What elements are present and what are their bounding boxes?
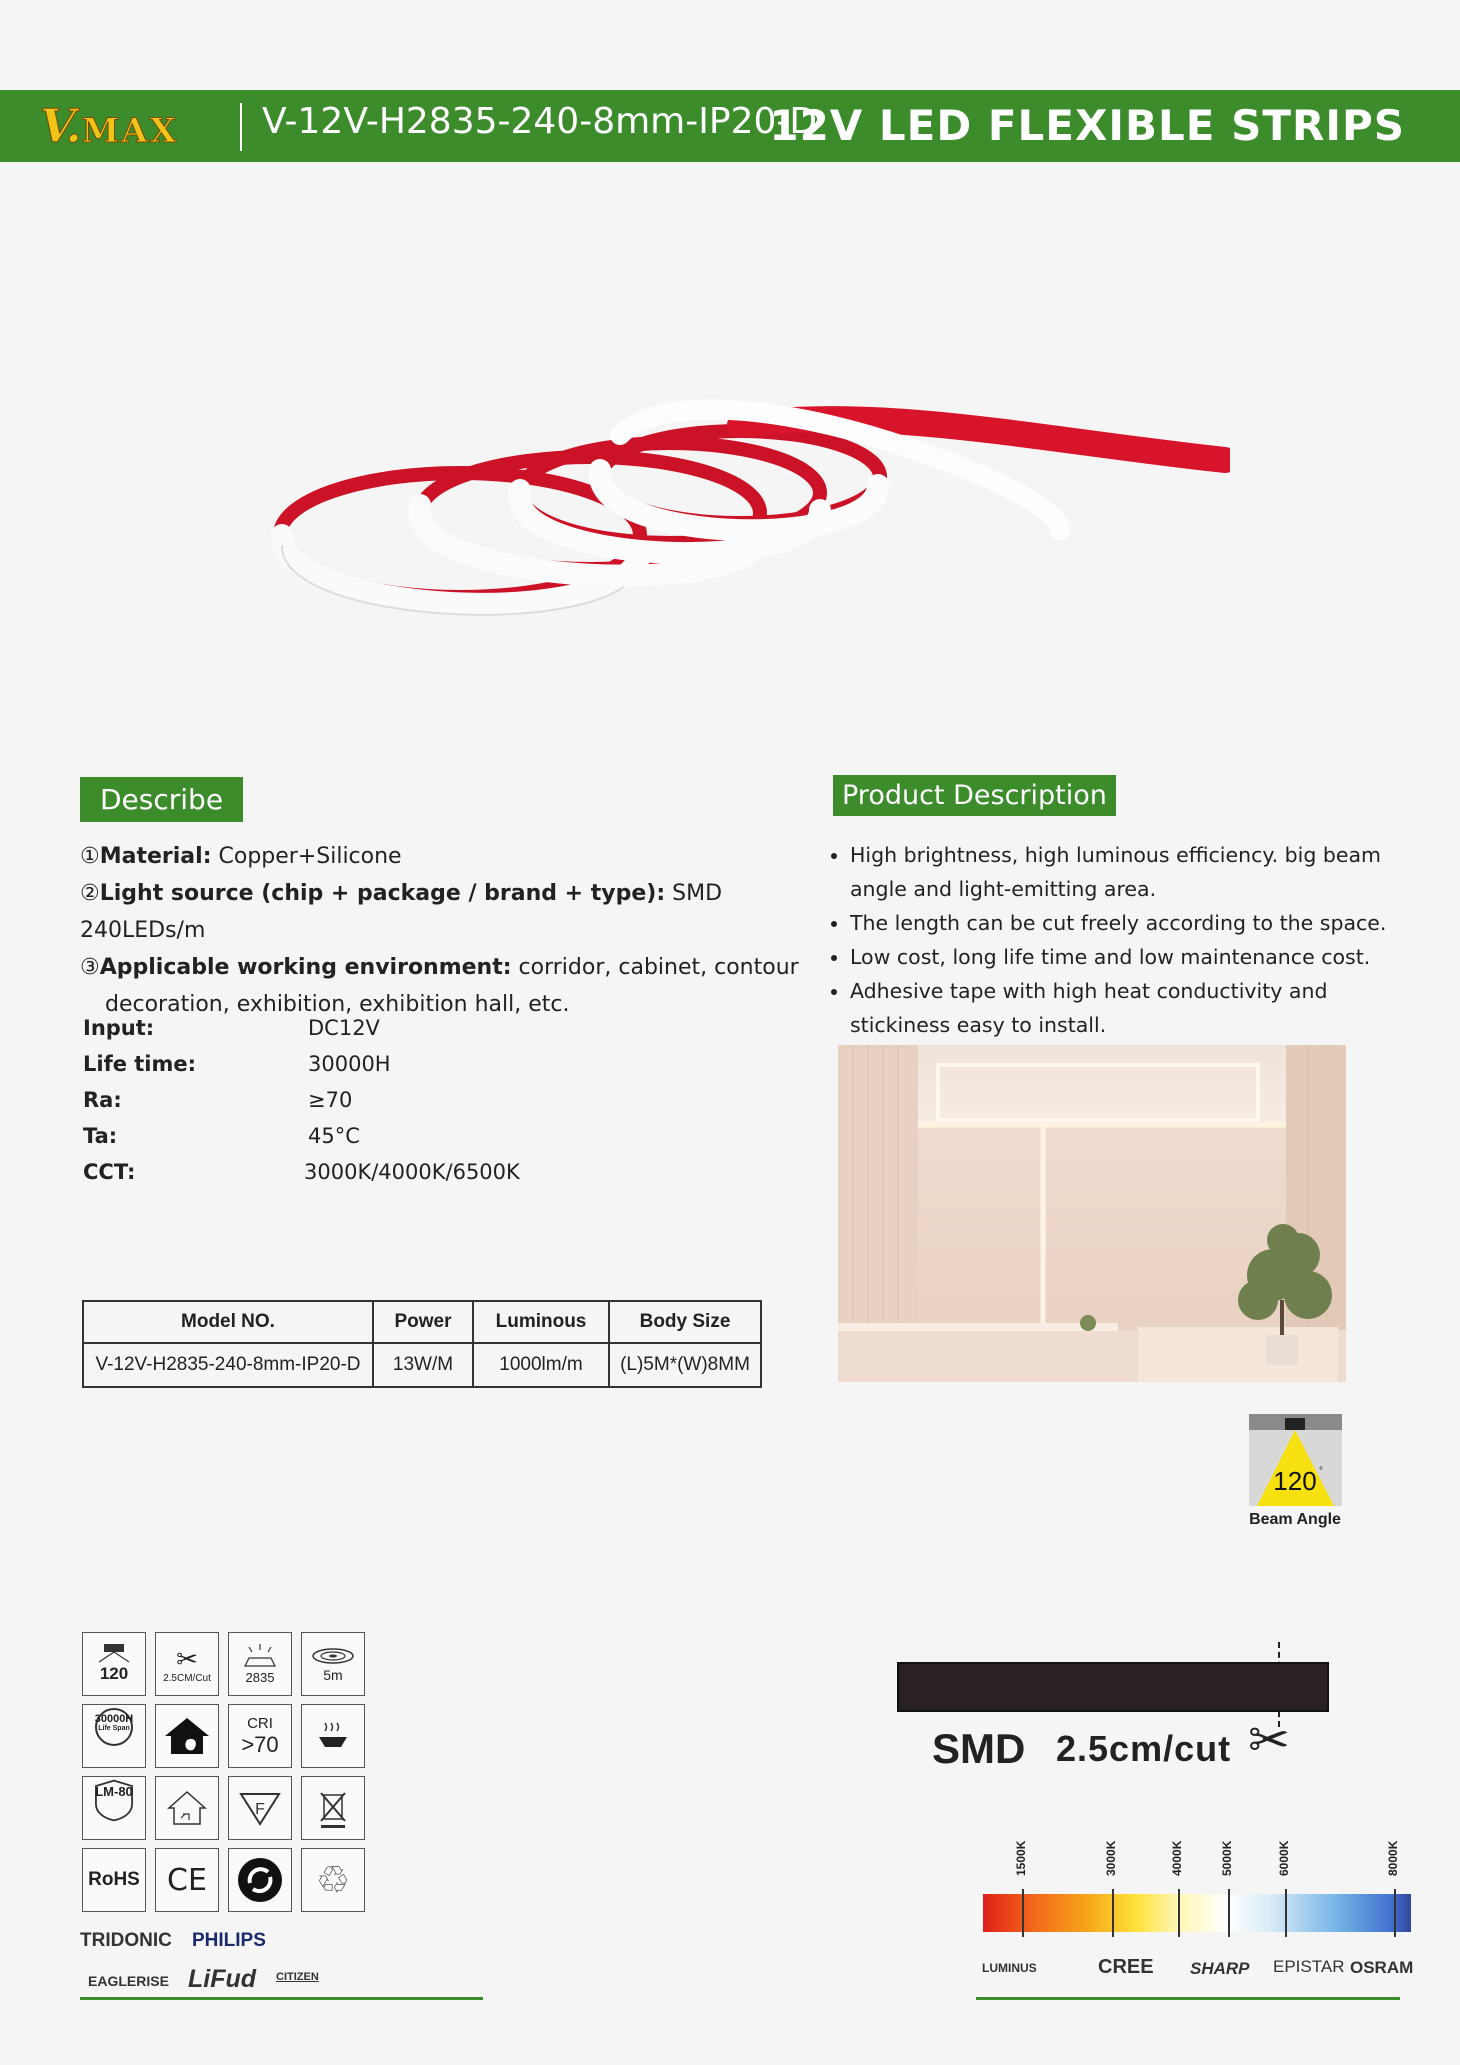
spec-row: Ta: 45°C	[83, 1124, 360, 1148]
cct-label: 4000K	[1170, 1840, 1184, 1876]
cct-label: 8000K	[1386, 1840, 1400, 1876]
tridonic-logo: TRIDONIC	[80, 1930, 172, 1951]
indoor-house-icon	[155, 1704, 219, 1768]
divider-left	[80, 1997, 483, 2000]
epistar-logo: EPISTAR	[1273, 1957, 1345, 1976]
house-outline-icon	[155, 1776, 219, 1840]
scissors-icon: ✂	[1248, 1712, 1290, 1768]
table-cell: 13W/M	[373, 1343, 473, 1387]
weee-bin-icon	[301, 1776, 365, 1840]
cree-logo: CREE	[1098, 1956, 1154, 1978]
spec-row: Ra: ≥70	[83, 1088, 353, 1112]
lifespan-icon: 30000H Life Span	[82, 1704, 146, 1768]
table-row	[83, 1343, 761, 1387]
ce-icon: CE	[155, 1848, 219, 1912]
strip-bar	[897, 1662, 1329, 1712]
logo-v: V.	[40, 99, 80, 153]
cut-icon: ✂ 2.5CM/Cut	[155, 1632, 219, 1696]
lm80-icon: LM-80	[82, 1776, 146, 1840]
list-item: • Adhesive tape with high heat conductivity and stickiness easy to install.	[850, 974, 1410, 1042]
spec-row: CCT: 3000K/4000K/6500K	[83, 1160, 520, 1184]
eaglerise-logo: EAGLERISE	[88, 1973, 169, 1989]
table-header: Model NO.	[83, 1301, 373, 1343]
product-description-list	[830, 838, 1410, 1042]
philips-logo: PHILIPS	[192, 1930, 266, 1951]
table-header: Power	[373, 1301, 473, 1343]
environment-line-cont: decoration, exhibition, exhibition hall, etc.	[105, 992, 570, 1017]
model-title: V-12V-H2835-240-8mm-IP20-D	[262, 101, 818, 142]
luminus-logo: LUMINUS	[982, 1961, 1037, 1975]
cct-tick	[1178, 1889, 1180, 1937]
spec-row: Input: DC12V	[83, 1016, 380, 1040]
cut-label: 2.5cm/cut	[1056, 1728, 1232, 1769]
cct-color-bar	[983, 1894, 1411, 1932]
beam-angle-label: Beam Angle	[1249, 1511, 1341, 1528]
sharp-logo: SHARP	[1190, 1959, 1250, 1978]
svg-text:°: °	[1319, 1466, 1323, 1477]
cct-tick	[1022, 1889, 1024, 1937]
page-title: 12V LED FLEXIBLE STRIPS	[769, 101, 1405, 150]
lifud-logo: LiFud	[188, 1965, 257, 1993]
f-mark-icon	[228, 1776, 292, 1840]
table-cell: 1000lm/m	[473, 1343, 609, 1387]
svg-text:F: F	[255, 1801, 265, 1818]
cct-tick	[1394, 1889, 1396, 1937]
list-item: • High brightness, high luminous efficiency. big beam angle and light-emitting area.	[850, 838, 1410, 906]
rohs-icon: RoHS	[82, 1848, 146, 1912]
beam-120-icon: 120	[82, 1632, 146, 1696]
list-item: • The length can be cut freely according to the space.	[850, 906, 1410, 940]
spec-table	[82, 1300, 762, 1388]
room-photo	[838, 1045, 1346, 1382]
header-divider	[240, 103, 242, 151]
material-line: ①Material: Copper+Silicone	[80, 844, 402, 869]
smd-label: SMD	[932, 1725, 1026, 1772]
table-header: Luminous	[473, 1301, 609, 1343]
cct-label: 3000K	[1104, 1840, 1118, 1876]
cri-icon: CRI >70	[228, 1704, 292, 1768]
cct-label: 5000K	[1220, 1840, 1234, 1876]
material-list	[80, 838, 800, 1023]
describe-tag: Describe	[80, 777, 243, 822]
icon-grid	[82, 1632, 372, 1912]
logo-max: MAX	[81, 111, 179, 151]
cct-label: 1500K	[1014, 1840, 1028, 1876]
vmax-logo	[40, 96, 178, 156]
cct-tick	[1112, 1889, 1114, 1937]
list-item: • Low cost, long life time and low maintenance cost.	[850, 940, 1410, 974]
table-cell: V-12V-H2835-240-8mm-IP20-D	[83, 1343, 373, 1387]
divider-right	[976, 1997, 1400, 2000]
cct-label: 6000K	[1277, 1840, 1291, 1876]
recycle-icon: ♲	[301, 1848, 365, 1912]
heat-dissipation-icon	[301, 1704, 365, 1768]
recycle-circle-icon	[228, 1848, 292, 1912]
citizen-logo: CITIZEN	[276, 1971, 319, 1983]
environment-line: ③Applicable working environment: corridor, cabinet, contour	[80, 955, 799, 980]
reel-5m-icon: 5m	[301, 1632, 365, 1696]
product-description-tag: Product Description	[833, 775, 1116, 816]
chip-2835-icon: 2835	[228, 1632, 292, 1696]
cct-tick	[1285, 1889, 1287, 1937]
spec-row: Life time: 30000H	[83, 1052, 391, 1076]
table-header-row	[83, 1301, 761, 1343]
led-strip-image	[260, 385, 1230, 645]
table-cell: (L)5M*(W)8MM	[609, 1343, 761, 1387]
spec-list	[83, 1010, 520, 1190]
light-source-line: ②Light source (chip + package / brand + type): SMD 240LEDs/m	[80, 881, 723, 943]
cct-tick	[1228, 1889, 1230, 1937]
table-header: Body Size	[609, 1301, 761, 1343]
beam-angle-value: 120	[1273, 1466, 1317, 1496]
beam-angle-icon	[1249, 1414, 1342, 1506]
osram-logo: OSRAM	[1350, 1958, 1414, 1977]
